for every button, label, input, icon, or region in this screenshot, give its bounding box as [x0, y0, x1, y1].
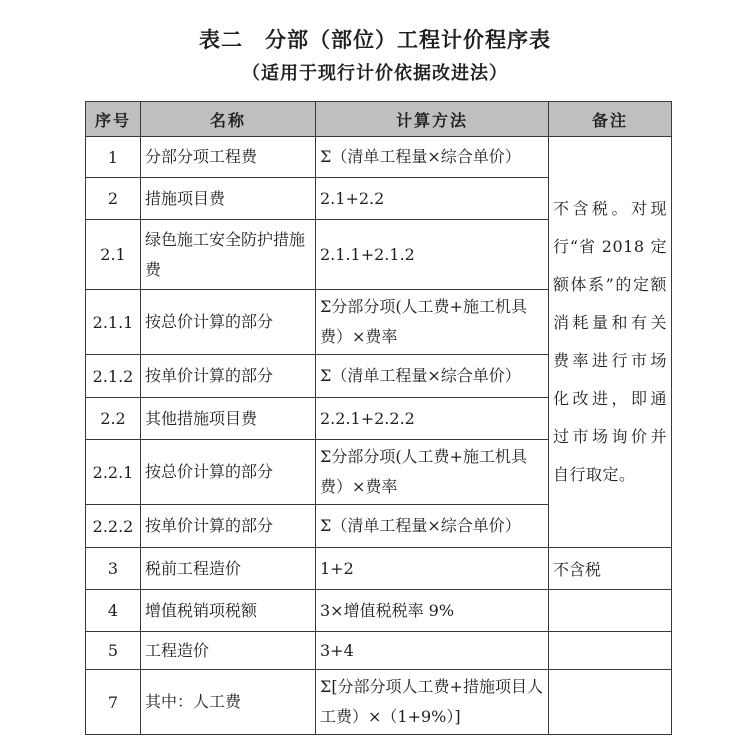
- cell-name: 按单价计算的部分: [141, 505, 316, 548]
- cell-no: 2.1.2: [86, 355, 141, 398]
- table-row: [86, 590, 672, 632]
- cell-name: 按总价计算的部分: [141, 290, 316, 355]
- cell-method: Σ（清单工程量×综合单价）: [316, 137, 549, 178]
- cell-method: 2.1+2.2: [316, 178, 549, 220]
- cell-name: 其中：人工费: [141, 670, 316, 735]
- cell-name: 税前工程造价: [141, 548, 316, 590]
- cell-method: 1+2: [316, 548, 549, 590]
- cell-no: 7: [86, 670, 141, 735]
- table-header-row: [86, 102, 672, 137]
- header-cell-remark: 备注: [549, 102, 672, 137]
- cell-name: 工程造价: [141, 632, 316, 670]
- cell-method: 2.1.1+2.1.2: [316, 220, 549, 290]
- cell-name: 按总价计算的部分: [141, 440, 316, 505]
- table-row: [86, 670, 672, 735]
- cell-no: 2.2.1: [86, 440, 141, 505]
- cell-method: 2.2.1+2.2.2: [316, 398, 549, 440]
- header-cell-no: 序号: [86, 102, 141, 137]
- cell-method: Σ分部分项(人工费+施工机具费）×费率: [316, 440, 549, 505]
- pricing-procedure-table: [85, 101, 672, 735]
- header-cell-name: 名称: [141, 102, 316, 137]
- header-cell-method: 计算方法: [316, 102, 549, 137]
- cell-no: 2.1: [86, 220, 141, 290]
- cell-method: Σ[分部分项人工费+措施项目人工费）×（1+9%）]: [316, 670, 549, 735]
- cell-no: 5: [86, 632, 141, 670]
- cell-name: 绿色施工安全防护措施费: [141, 220, 316, 290]
- cell-remark: [549, 590, 672, 632]
- cell-name: 增值税销项税额: [141, 590, 316, 632]
- cell-no: 2.2: [86, 398, 141, 440]
- cell-method: 3+4: [316, 632, 549, 670]
- doc-title: 表二 分部（部位）工程计价程序表: [199, 27, 551, 52]
- cell-method: 3×增值税税率 9%: [316, 590, 549, 632]
- cell-remark: [549, 632, 672, 670]
- cell-method: Σ（清单工程量×综合单价）: [316, 505, 549, 548]
- table-row: [86, 137, 672, 178]
- cell-name: 分部分项工程费: [141, 137, 316, 178]
- cell-remark-merged: 不含税。对现行“省 2018 定额体系”的定额消耗量和有关费率进行市场化改进，即通过市场询价并自行取定。: [549, 137, 672, 548]
- cell-no: 2.2.2: [86, 505, 141, 548]
- cell-name: 措施项目费: [141, 178, 316, 220]
- cell-remark: [549, 670, 672, 735]
- cell-remark: 不含税: [549, 548, 672, 590]
- cell-no: 4: [86, 590, 141, 632]
- cell-name: 按单价计算的部分: [141, 355, 316, 398]
- table-row: [86, 548, 672, 590]
- cell-no: 3: [86, 548, 141, 590]
- cell-no: 2.1.1: [86, 290, 141, 355]
- cell-name: 其他措施项目费: [141, 398, 316, 440]
- table-row: [86, 632, 672, 670]
- cell-method: Σ分部分项(人工费+施工机具费）×费率: [316, 290, 549, 355]
- cell-no: 2: [86, 178, 141, 220]
- cell-method: Σ（清单工程量×综合单价）: [316, 355, 549, 398]
- doc-subtitle: （适用于现行计价依据改进法）: [242, 63, 508, 84]
- cell-no: 1: [86, 137, 141, 178]
